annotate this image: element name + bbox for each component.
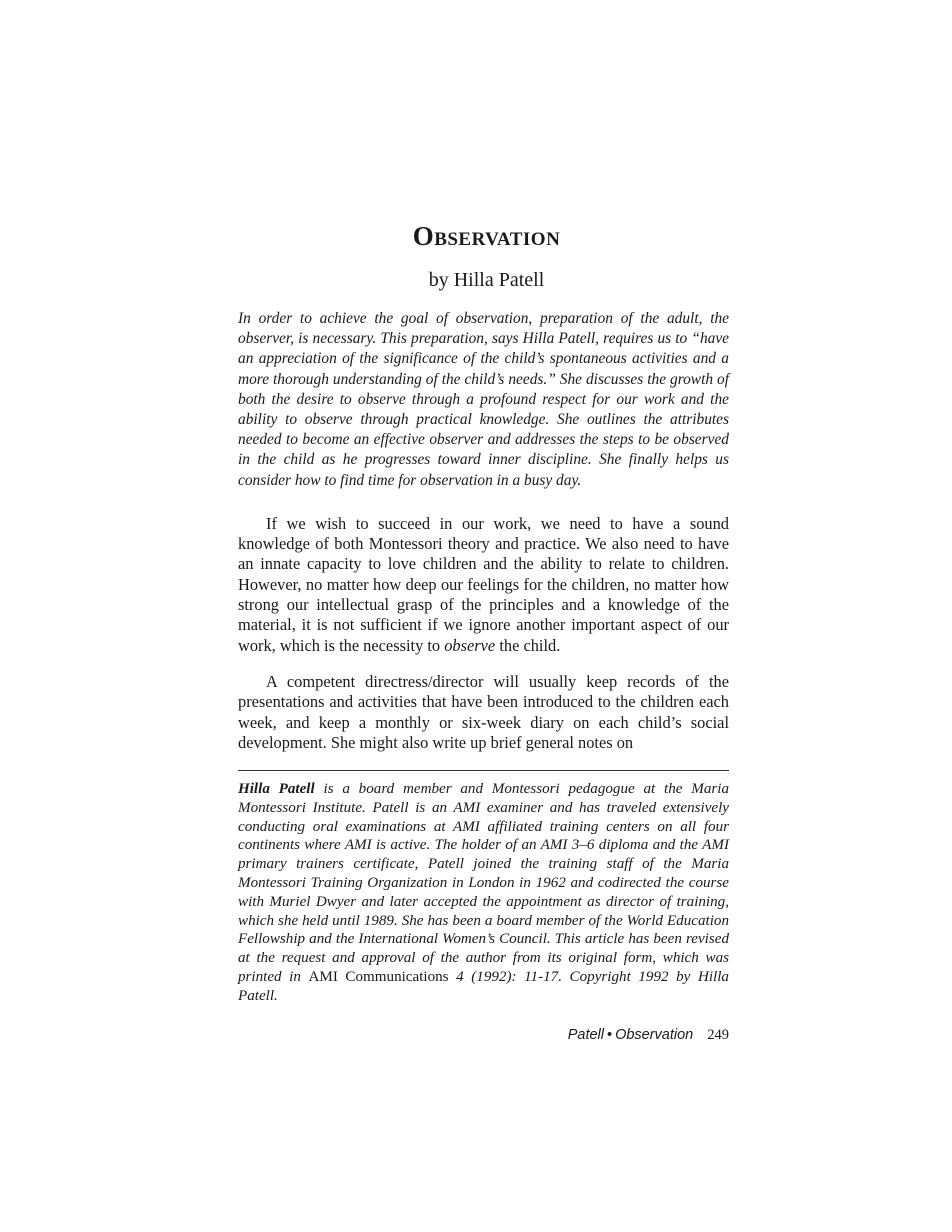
footnote-citation: 4 (1992): 11-17. Copyright 1992 by Hilla Patell. [238,969,729,1004]
footnote-author-name: Hilla Patell [238,781,315,798]
author-footnote [238,780,729,1006]
paragraph-1-text: If we wish to succeed in our work, we need to have a sound knowledge of both Montessori theory and practice. We also need to have an innate capacity to love children and the ability to relate to children. However, no matter how deep our feelings for the children, no matter how strong our intellectual grasp of the principles and a knowledge of the material, it is not sufficient if we ignore another important aspect of our work, which is the necessity to [238,513,729,655]
footnote-bio: is a board member and Montessori pedagogue at the Maria Montessori Institute. Patell is an AMI examiner and has traveled extensively conducting oral examinations at AMI affiliated training centers on all four continents where AMI is active. The holder of an AMI 3–6 diploma and the AMI primary trainers certificate, Patell joined the training staff of the Maria Montessori Training Organization in London in 1962 and codirected the course with Muriel Dwyer and later accepted the appointment as director of training, which she held until 1989. She has been a board member of the World Education Fellowship and the International Women’s Council. This article has been revised at the request and approval of the author from its original form, which was printed in [238,781,729,986]
running-foot-author: Patell [567,1026,604,1043]
article-page [238,218,729,1044]
paragraph-1-end: the child. [499,635,561,655]
running-foot-bullet: • [606,1026,613,1043]
footnote-divider [238,770,729,771]
running-footer [238,1026,729,1044]
page-number: 249 [707,1026,729,1043]
body-paragraph-1 [238,514,729,656]
article-abstract: In order to achieve the goal of observation, preparation of the adult, the observer, is necessary. This preparation, says Hilla Patell, requires us to “have an appreciation of the significance of the child’s spontaneous activities and a more thorough understanding of the child’s needs.” She discusses the growth of both the desire to observe through a profound respect for our work and the ability to observe through practical knowledge. She outlines the attributes needed to become an effective observer and addresses the steps to be observed in the child as he progresses toward inner discipline. She finally helps us consider how to find time for observation in a busy day. [238,310,729,489]
footnote-publication: AMI Communications [308,969,449,986]
body-paragraph-2: A competent directress/director will usually keep records of the presentations and activities that have been introduced to the children each week, and keep a monthly or six-week diary on each child’s social development. She might also write up brief general notes on [238,671,729,752]
article-title: Observation [412,221,561,251]
article-byline: by Hilla Patell [428,269,545,291]
paragraph-1-emphasis: observe [444,635,496,655]
running-foot-section: Observation [615,1026,694,1043]
